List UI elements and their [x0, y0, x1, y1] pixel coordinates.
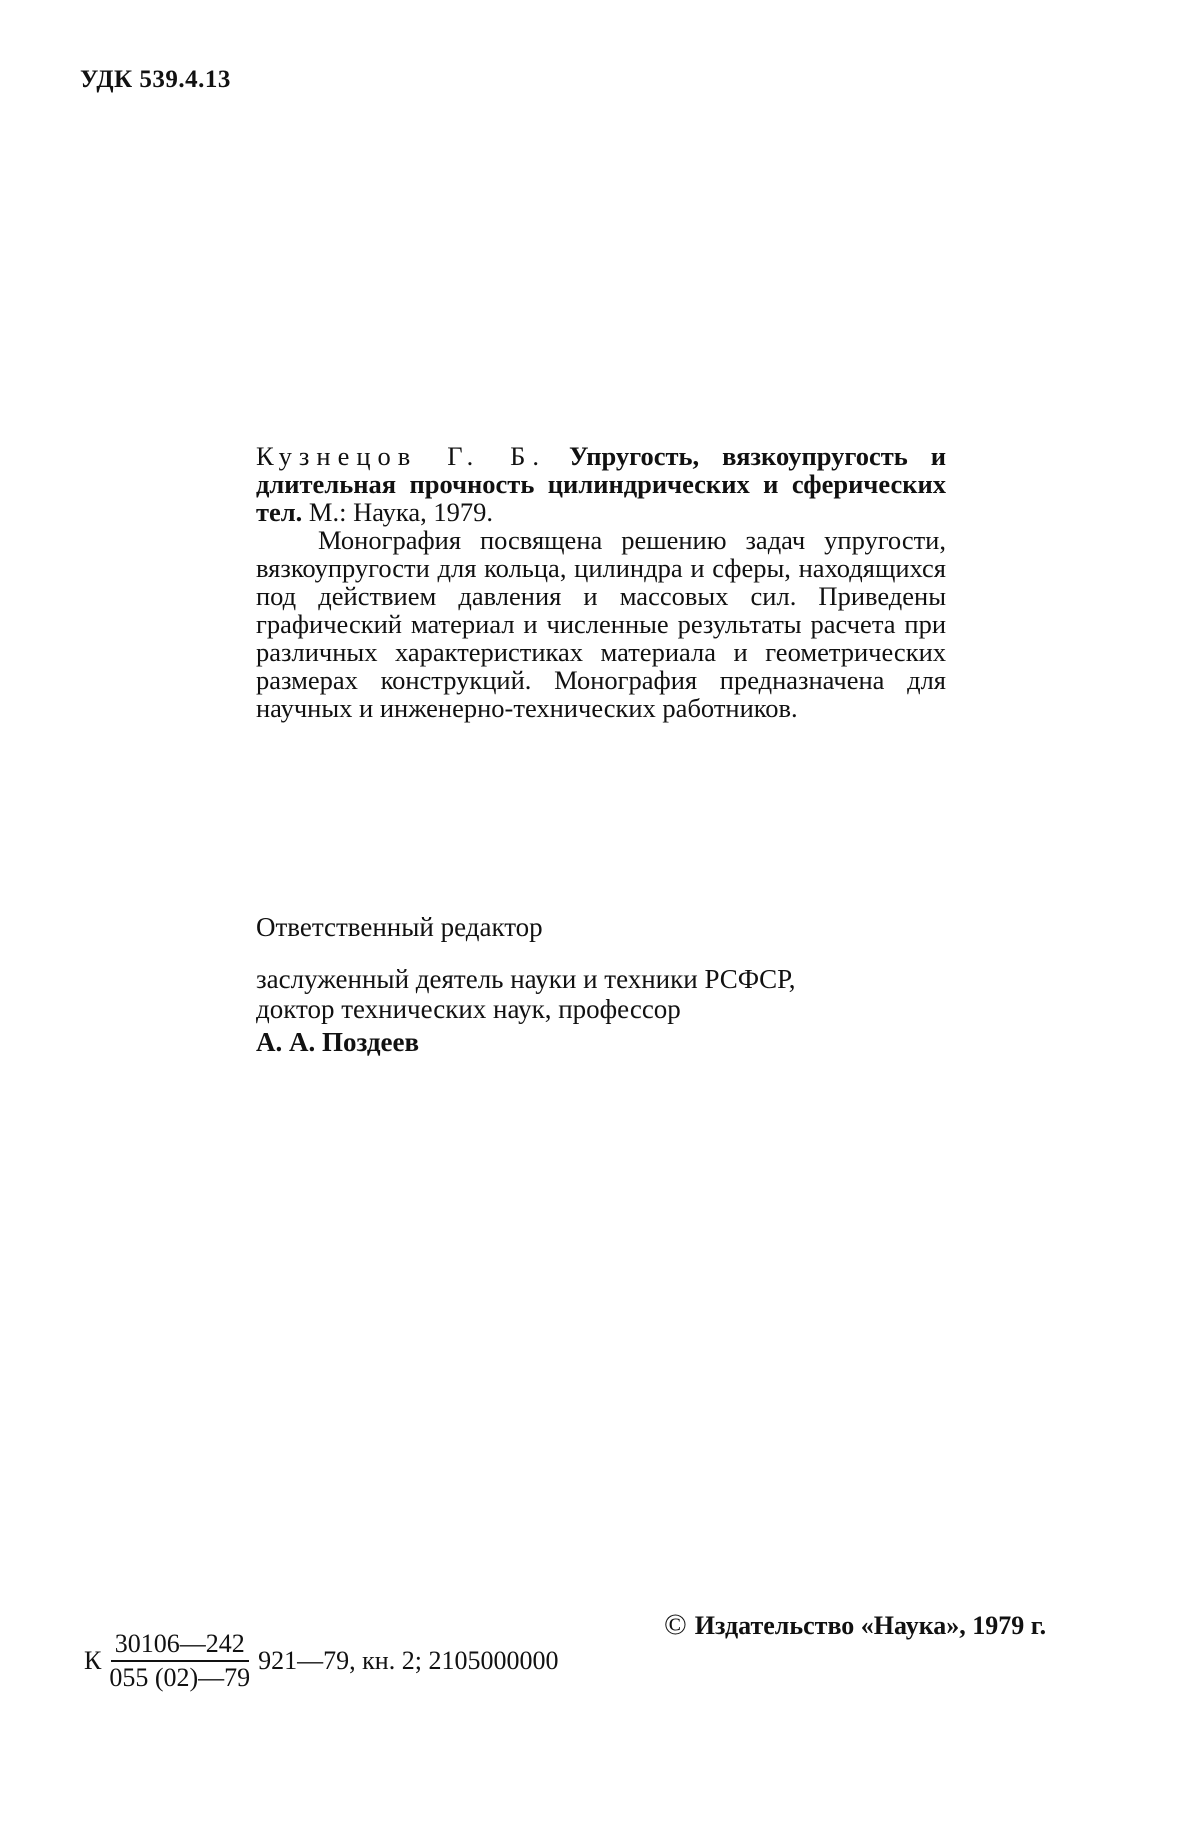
- editor-name: А. А. Поздеев: [256, 1027, 420, 1057]
- citation-title: Упругость, вязкоупругость и длительная прочность цилиндрических и сферических тел.: [256, 441, 946, 527]
- catalog-numerator: 30106—242: [111, 1630, 249, 1662]
- copyright-icon: ©: [664, 1608, 687, 1641]
- catalog-fraction: [105, 1630, 254, 1692]
- citation-imprint: М.: Наука, 1979.: [308, 497, 493, 527]
- editor-credentials-line-1: заслуженный деятель науки и техники РСФСР,: [256, 964, 796, 994]
- catalog-denominator: 055 (02)—79: [109, 1663, 251, 1692]
- catalog-suffix: 921—79, кн. 2; 2105000000: [258, 1646, 559, 1675]
- copyright-text: Издательство «Наука», 1979 г.: [694, 1611, 1047, 1640]
- citation-author: Кузнецов Г. Б.: [256, 441, 546, 471]
- copyright-notice: [664, 1608, 1046, 1642]
- catalog-code: [84, 1630, 558, 1692]
- udk-code: УДК 539.4.13: [80, 66, 231, 93]
- editor-block: [256, 912, 796, 1057]
- catalog-prefix: К: [84, 1646, 102, 1675]
- abstract-paragraph: Монография посвящена решению задач упругости, вязкоупругости для кольца, цилиндра и сферы, находящихся под действием давления и массовых сил. Приведены графический материал и численные результаты расчета при различных характеристиках материала и геометрических размерах конструкций. Монография предназначена для научных и инженерно-технических работников.: [256, 525, 946, 723]
- citation: [256, 442, 946, 526]
- editor-credentials-line-2: доктор технических наук, профессор: [256, 994, 681, 1024]
- bibliographic-abstract: [256, 442, 946, 722]
- editor-role: Ответственный редактор: [256, 912, 543, 942]
